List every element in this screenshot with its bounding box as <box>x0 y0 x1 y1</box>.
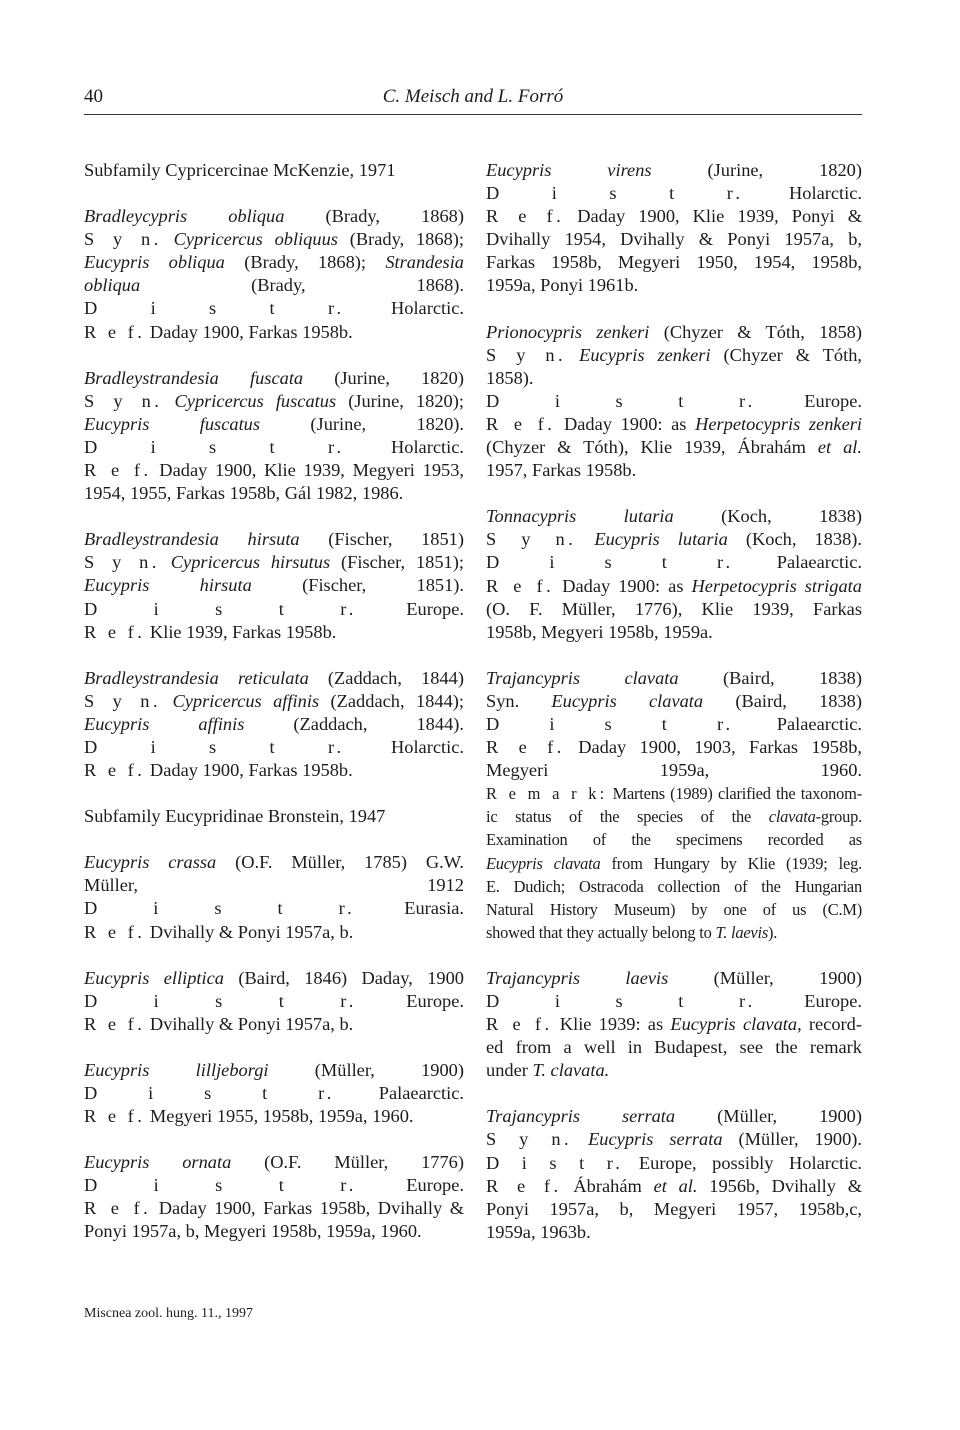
header-rule <box>84 114 862 115</box>
entry-line <box>486 1036 862 1059</box>
field-label: R e f. <box>84 460 152 481</box>
entry-text: Daday 1900, Farkas 1958b. <box>145 321 353 342</box>
taxon-name: Eucypris hirsuta <box>84 575 252 596</box>
entry-text: 1956b, Dvihally & <box>697 1175 863 1196</box>
entry-text: (Fischer, 1851) <box>299 529 464 550</box>
entry-text: Holarctic. <box>344 436 464 457</box>
taxon-name: Herpetocypris zenkeri <box>695 413 862 434</box>
entry-line <box>486 575 862 598</box>
entry-text: (O.F. Müller, 1785) G.W. <box>216 852 465 873</box>
entry-line <box>84 1082 464 1105</box>
entry-line <box>486 205 862 228</box>
entry-line <box>84 667 464 690</box>
entry-text: (Jurine, 1820) <box>303 367 464 388</box>
entry-line <box>84 921 464 944</box>
taxon-name: Eucypris elliptica <box>84 967 224 988</box>
catalog-entry <box>84 528 464 643</box>
field-label: D i s t r. <box>84 1175 357 1196</box>
field-label: D i s t r. <box>486 552 734 573</box>
entry-text: (Müller, 1900) <box>675 1106 863 1127</box>
field-label: D i s t r. <box>486 713 734 734</box>
entry-text: Examination of the specimens recorded as <box>486 830 862 850</box>
catalog-entry <box>84 851 464 943</box>
entry-text: Farkas 1958b, Megyeri 1950, 1954, 1958b, <box>486 252 862 273</box>
entry-text: (Zaddach, 1844). <box>244 713 464 734</box>
entry-line <box>84 874 464 897</box>
right-column <box>486 159 862 1267</box>
entry-text: Daday 1900, Klie 1939, Ponyi & <box>564 206 862 227</box>
taxon-name: Eucypris obliqua <box>84 252 225 273</box>
entry-line <box>84 690 464 713</box>
entry-text <box>566 345 579 365</box>
entry-text: (Müller, 1900). <box>722 1129 862 1150</box>
entry-text: Daday 1900, 1903, Farkas 1958b, <box>564 737 862 758</box>
entry-text: (Jurine, 1820) <box>651 160 862 180</box>
entry-line <box>486 251 862 274</box>
entry-text: (Müller, 1900) <box>268 1059 465 1080</box>
taxon-name: Eucypris lutaria <box>594 529 728 550</box>
entry-text: ic status of the species of the <box>486 807 769 827</box>
entry-line <box>84 1105 464 1128</box>
entry-line <box>84 805 464 828</box>
taxon-name: Eucypris virens <box>486 160 652 180</box>
entry-text: under <box>486 1060 533 1081</box>
taxon-name: Cypricercus obliquus <box>173 229 338 250</box>
entry-text: Holarctic. <box>344 298 464 319</box>
entry-text: Holarctic. <box>344 736 464 757</box>
taxon-name: Eucypris zenkeri <box>579 344 711 365</box>
entry-line <box>486 713 862 736</box>
field-label: R e f. <box>84 1106 146 1127</box>
entry-text: ed from a well in Budapest, see the remark <box>486 1037 862 1058</box>
entry-line <box>486 1105 862 1128</box>
entry-line <box>486 505 862 528</box>
entry-line <box>84 1197 464 1220</box>
entry-line <box>486 551 862 574</box>
field-label: R e f. <box>486 737 565 758</box>
taxon-name: Eucypris ornata <box>84 1152 232 1173</box>
entry-line <box>84 598 464 621</box>
entry-line <box>486 1059 862 1082</box>
catalog-entry <box>84 1151 464 1243</box>
entry-line <box>486 1175 862 1198</box>
entry-line <box>486 413 862 436</box>
field-label: D i s t r. <box>486 390 756 411</box>
left-column <box>84 159 464 1267</box>
catalog-entry <box>486 321 862 483</box>
entry-text: Dvihally & Ponyi 1957a, b. <box>145 1013 354 1034</box>
entry-line <box>486 852 862 875</box>
journal-footer: Miscnea zool. hung. 11., 1997 <box>84 1306 254 1321</box>
entry-line <box>486 736 862 759</box>
catalog-entry <box>486 159 862 298</box>
entry-text <box>161 691 172 711</box>
entry-text: , record- <box>797 1014 862 1035</box>
field-label: R e f. <box>84 921 146 942</box>
entry-text: (Chyzer & Tóth), Klie 1939, Ábrahám <box>486 437 818 458</box>
field-label: D i s t r. <box>84 1083 335 1103</box>
entry-line <box>84 851 464 874</box>
entry-line <box>84 482 464 505</box>
entry-text: (Chyzer & Tóth, 1858) <box>649 321 862 342</box>
entry-text: (Brady, 1868). <box>140 275 464 296</box>
entry-line <box>84 551 464 574</box>
entry-text: Megyeri 1955, 1958b, 1959a, 1960. <box>145 1106 414 1127</box>
entry-text: Palaearctic. <box>334 1083 464 1103</box>
entry-text: E. Dudich; Ostracoda collection of the Hungarian <box>486 876 862 896</box>
entry-line <box>486 182 862 205</box>
field-label: S y n. <box>486 1129 573 1150</box>
field-label: D i s t r. <box>84 298 345 319</box>
entry-line <box>84 713 464 736</box>
field-label: R e f. <box>84 321 146 342</box>
entry-line <box>486 1221 862 1244</box>
entry-text: Müller, 1912 <box>84 875 464 896</box>
taxon-name: Trajancypris serrata <box>486 1106 676 1127</box>
entry-text <box>162 391 174 411</box>
taxon-name: Bradleycypris obliqua <box>84 206 285 227</box>
taxon-name: Cypricercus hirsutus <box>170 552 331 573</box>
entry-text: (O. F. Müller, 1776), Klie 1939, Farkas <box>486 598 862 619</box>
taxon-name: Cypricercus fuscatus <box>174 390 337 411</box>
taxon-name: Eucypris crassa <box>84 852 217 873</box>
entry-text: 1957, Farkas 1958b. <box>486 460 637 481</box>
entry-text: (Zaddach, 1844); <box>319 690 465 711</box>
entry-text: (Jurine, 1820); <box>336 390 464 411</box>
taxon-name: Herpetocypris strigata <box>691 575 862 596</box>
catalog-entry <box>84 967 464 1036</box>
entry-line <box>84 967 464 990</box>
entry-line <box>486 367 862 390</box>
entry-line <box>486 1013 862 1036</box>
entry-text: (Baird, 1846) Daday, 1900 <box>223 967 465 988</box>
entry-text: Ponyi 1957a, b, Megyeri 1958b, 1959a, 1960. <box>84 1221 422 1242</box>
field-label: D i s t r. <box>84 598 357 619</box>
catalog-entry <box>84 805 464 828</box>
entry-text: Daday 1900, Farkas 1958b, Dvihally & <box>151 1198 464 1219</box>
entry-line <box>84 1174 464 1197</box>
running-head <box>84 86 862 114</box>
entry-line <box>486 528 862 551</box>
entry-text: ). <box>768 922 778 942</box>
entry-text: -group. <box>815 807 862 827</box>
entry-text: (Brady, 1868); <box>337 229 465 250</box>
taxon-name: Cypricercus affinis <box>172 690 320 711</box>
entry-text: 1958b, Megyeri 1958b, 1959a. <box>486 621 713 642</box>
entry-line <box>486 898 862 921</box>
entry-text: (Chyzer & Tóth, <box>710 344 863 365</box>
entry-line <box>486 436 862 459</box>
entry-text: (Brady, 1868); <box>224 252 386 273</box>
catalog-entry <box>84 205 464 344</box>
entry-text: (Koch, 1838) <box>673 506 862 527</box>
entry-line <box>84 574 464 597</box>
field-label: S y n. <box>84 552 160 573</box>
field-label: D i s t r. <box>84 898 356 919</box>
catalog-entry <box>84 667 464 782</box>
entry-line <box>84 413 464 436</box>
entry-text: 1858). <box>486 367 534 388</box>
entry-line <box>84 459 464 482</box>
entry-text: (Zaddach, 1844) <box>308 667 464 688</box>
entry-text: (Koch, 1838). <box>727 529 862 550</box>
entry-text: (Jurine, 1820). <box>260 413 464 434</box>
entry-text: 1959a, 1963b. <box>486 1221 591 1242</box>
entry-line <box>84 390 464 413</box>
catalog-entry <box>84 159 464 182</box>
field-label: R e f. <box>486 206 565 227</box>
entry-text: (Baird, 1838) <box>703 690 862 711</box>
taxon-name: Eucypris clavata <box>486 853 601 873</box>
entry-line <box>84 274 464 297</box>
entry-line <box>84 251 464 274</box>
field-label: D i s t r. <box>84 736 345 757</box>
taxon-name: Trajancypris clavata <box>486 667 679 688</box>
taxon-name: Eucypris clavata <box>670 1014 798 1035</box>
entry-line <box>84 1220 464 1243</box>
field-label: D i s t r. <box>486 1152 624 1173</box>
entry-text: 1954, 1955, Farkas 1958b, Gál 1982, 1986. <box>84 483 404 504</box>
taxon-name: obliqua <box>84 275 141 296</box>
field-label: D i s t r. <box>84 436 345 457</box>
field-label: S y n. <box>84 229 162 250</box>
entry-line <box>84 897 464 920</box>
entry-line <box>84 736 464 759</box>
entry-line <box>486 621 862 644</box>
entry-text: Ponyi 1957a, b, Megyeri 1957, 1958b,c, <box>486 1198 862 1219</box>
entry-line <box>486 875 862 898</box>
field-label: R e f. <box>486 575 555 596</box>
entry-text: Europe. <box>356 990 464 1011</box>
taxon-name: et al. <box>817 437 862 458</box>
entry-text: Dvihally 1954, Dvihally & Ponyi 1957a, b, <box>486 229 862 250</box>
entry-text: Syn. <box>486 690 552 711</box>
entry-line <box>84 1013 464 1036</box>
entry-text: Subfamily Cypricercinae McKenzie, 1971 <box>84 160 396 180</box>
catalog-entry <box>486 667 862 944</box>
entry-text: Daday 1900: as <box>555 413 696 434</box>
taxon-name: T. clavata. <box>532 1060 610 1081</box>
entry-text: (Fischer, 1851); <box>330 552 464 573</box>
entry-text: Natural History Museum) by one of us (C.M) <box>486 899 862 919</box>
entry-text: (Brady, 1868) <box>284 206 464 227</box>
entry-line <box>84 159 464 182</box>
entry-text: Dvihally & Ponyi 1957a, b. <box>145 921 354 942</box>
entry-line <box>84 528 464 551</box>
entry-line <box>84 621 464 644</box>
field-label: R e f. <box>486 1175 562 1196</box>
entry-line <box>486 598 862 621</box>
page-number: 40 <box>84 86 103 107</box>
entry-line <box>486 344 862 367</box>
entry-line <box>486 805 862 828</box>
entry-line <box>486 990 862 1013</box>
entry-text: (Fischer, 1851). <box>251 575 465 596</box>
field-label: R e m a r k: <box>486 784 608 804</box>
field-label: D i s t r. <box>84 990 357 1011</box>
entry-line <box>486 667 862 690</box>
field-label: R e f. <box>84 1013 146 1034</box>
running-head-authors: C. Meisch and L. Forró <box>382 86 564 107</box>
catalog-entry <box>486 1105 862 1244</box>
entry-text: (Müller, 1900) <box>668 967 862 988</box>
entry-text: Europe. <box>755 991 862 1011</box>
entry-text: Megyeri 1959a, 1960. <box>486 760 862 781</box>
entry-line <box>486 690 862 713</box>
taxon-name: Bradleystrandesia hirsuta <box>84 529 300 550</box>
entry-text: Europe. <box>356 1175 464 1196</box>
entry-line <box>84 1059 464 1082</box>
taxon-name: Bradleystrandesia reticulata <box>84 667 309 688</box>
taxon-name: Eucypris fuscatus <box>84 413 261 434</box>
catalog-entry <box>84 1059 464 1128</box>
taxon-name: Eucypris clavata <box>551 690 704 711</box>
field-label: R e f. <box>486 413 556 434</box>
field-label: R e f. <box>84 621 146 642</box>
taxon-name: Eucypris lilljeborgi <box>84 1059 269 1080</box>
entry-text <box>162 229 174 249</box>
entry-line <box>486 921 862 944</box>
entry-line <box>84 759 464 782</box>
entry-line <box>486 459 862 482</box>
entry-line <box>84 321 464 344</box>
entry-line <box>486 274 862 297</box>
entry-line <box>84 436 464 459</box>
entry-line <box>486 1128 862 1151</box>
taxon-name: et al. <box>653 1175 698 1196</box>
taxon-name: Strandesia <box>385 252 465 273</box>
entry-text <box>572 1129 588 1149</box>
entry-line <box>486 782 862 805</box>
taxon-name: Trajancypris laevis <box>486 967 669 988</box>
entry-line <box>486 159 862 182</box>
field-label: S y n. <box>486 344 567 365</box>
entry-line <box>486 759 862 782</box>
entry-text: Klie 1939: as <box>552 1014 671 1035</box>
entry-text: Daday 1900, Klie 1939, Megyeri 1953, <box>151 460 465 481</box>
entry-line <box>84 367 464 390</box>
entry-text: (Baird, 1838) <box>678 667 862 688</box>
entry-line <box>84 205 464 228</box>
entry-text: Daday 1900: as <box>554 575 692 596</box>
taxon-name: Tonnacypris lutaria <box>486 506 674 527</box>
taxon-name: T. laevis <box>715 922 769 942</box>
entry-text: showed that they actually belong to <box>486 922 716 942</box>
entry-text: Eurasia. <box>355 898 464 919</box>
taxon-name: Eucypris affinis <box>84 713 245 734</box>
taxon-name: Eucypris serrata <box>588 1129 723 1150</box>
field-label: D i s t r. <box>486 183 744 204</box>
taxon-name: Prionocypris zenkeri <box>486 321 650 342</box>
entry-line <box>486 228 862 251</box>
entry-line <box>84 1151 464 1174</box>
catalog-entry <box>486 967 862 1082</box>
entry-line <box>84 228 464 251</box>
catalog-entry <box>486 505 862 644</box>
entry-text: Subfamily Eucypridinae Bronstein, 1947 <box>84 806 386 827</box>
entry-text: Klie 1939, Farkas 1958b. <box>145 621 337 642</box>
field-label: S y n. <box>84 390 163 411</box>
field-label: D i s t r. <box>486 991 756 1011</box>
taxon-name: Bradleystrandesia fuscata <box>84 367 304 388</box>
entry-text: Daday 1900, Farkas 1958b. <box>145 760 353 781</box>
entry-text: 1959a, Ponyi 1961b. <box>486 275 639 296</box>
entry-line <box>84 297 464 320</box>
field-label: S y n. <box>486 529 577 550</box>
entry-line <box>486 967 862 990</box>
entry-line <box>486 1198 862 1221</box>
entry-line <box>486 1152 862 1175</box>
field-label: S y n. <box>84 690 162 711</box>
entry-text: Martens (1989) clarified the taxonom- <box>607 784 862 804</box>
entry-text: Europe, possibly Holarctic. <box>623 1152 862 1173</box>
entry-line <box>84 990 464 1013</box>
entry-line <box>486 390 862 413</box>
entry-text: Palaearctic. <box>733 713 862 734</box>
catalog-entry <box>84 367 464 506</box>
entry-text: Holarctic. <box>743 183 862 204</box>
entry-text: (O.F. Müller, 1776) <box>231 1152 464 1173</box>
field-label: R e f. <box>84 760 146 781</box>
entry-text: Europe. <box>356 598 464 619</box>
taxon-name: clavata <box>768 807 816 827</box>
entry-text: Palaearctic. <box>733 552 862 573</box>
entry-line <box>486 828 862 851</box>
entry-text: Europe. <box>755 390 862 411</box>
entry-line <box>486 321 862 344</box>
entry-text <box>160 552 171 572</box>
entry-text: from Hungary by Klie (1939; leg. <box>600 853 862 873</box>
entry-text <box>576 529 594 549</box>
field-label: R e f. <box>84 1198 152 1219</box>
field-label: R e f. <box>486 1014 553 1035</box>
entry-text: Ábrahám <box>561 1175 654 1196</box>
